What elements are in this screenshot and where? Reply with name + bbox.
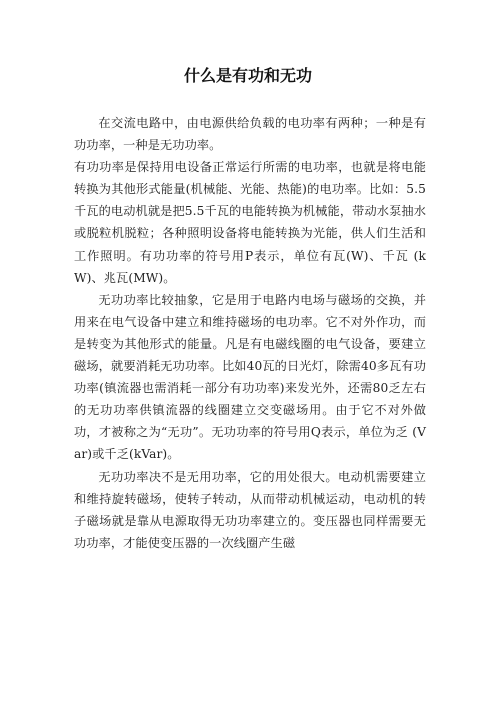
document-title: 什么是有功和无功 [183, 66, 312, 85]
paragraph-active-power: 有功功率是保持用电设备正常运行所需的电功率，也就是将电能转换为其他形式能量(机械能、光能、热能)的电功率。比如：5.5千瓦的电动机就是把5.5千瓦的电能转换为机械能，带动水泵抽水或脱粒机脱粒；各种照明设备将电能转换为光能，供人们生活和工作照明。有功功率的符号用P表示，单位有瓦(W)、千瓦 (kW)、兆瓦(MW)。 [74, 160, 426, 285]
paragraph-intro: 在交流电路中，由电源供给负载的电功率有两种；一种是有功功率，一种是无功功率。 [74, 116, 426, 153]
paragraph-reactive-usage: 无功功率决不是无用功率，它的用处很大。电动机需要建立和维持旋转磁场，使转子转动，从而带动机械运动，电动机的转子磁场就是靠从电源取得无功功率建立的。变压器也同样需要无功功率，才能使变压器的一次线圈产生磁 [74, 469, 426, 550]
paragraph-reactive-power: 无功功率比较抽象，它是用于电路内电场与磁场的交换，并用来在电气设备中建立和维持磁场的电功率。它不对外作功，而是转变为其他形式的能量。凡是有电磁线圈的电气设备，要建立磁场，就要消耗无功功率。比如40瓦的日光灯，除需40多瓦有功功率(镇流器也需消耗一部分有功功率)来发光外，还需80乏左右的无功功率供镇流器的线圈建立交变磁场用。由于它不对外做功，才被称之为“无功”。无功功率的符号用Q表示，单位为乏 (Var)或千乏(kVar)。 [74, 292, 426, 462]
document-body [74, 112, 426, 554]
